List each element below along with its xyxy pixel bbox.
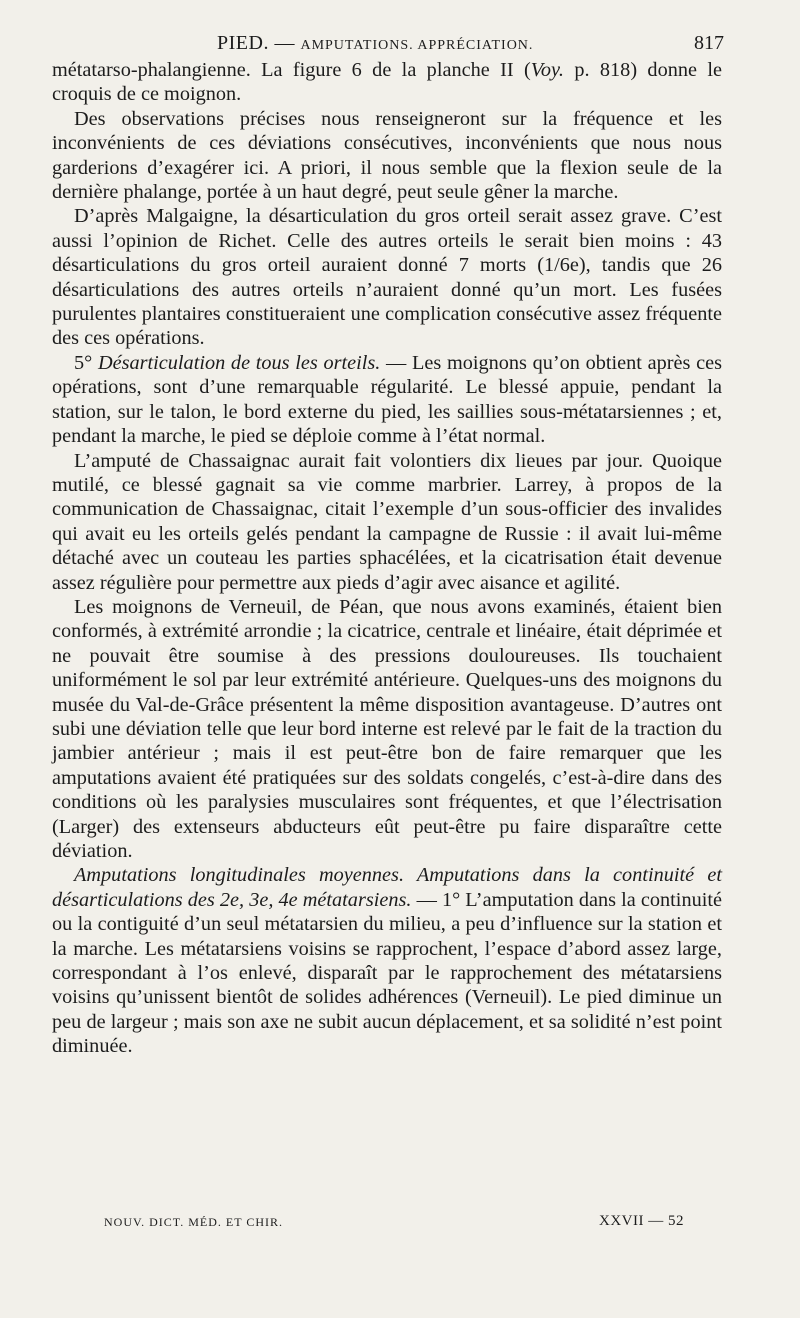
- page-footer: [104, 1213, 684, 1233]
- paragraph-1: métatarso-phalangienne. La figure 6 de la planche II (Voy. p. 818) donne le croquis de ce moignon.: [52, 59, 722, 106]
- running-header: [52, 28, 722, 58]
- page-number: 817: [694, 32, 724, 54]
- article-body: [52, 58, 722, 1059]
- footer-publication: NOUV. DICT. MÉD. ET CHIR.: [104, 1215, 284, 1229]
- footer-signature: XXVII — 52: [599, 1213, 684, 1229]
- paragraph-5: L’amputé de Chassaignac aurait fait volontiers dix lieues par jour. Quoique mutilé, ce blessé gagnait sa vie comme marbrier. Larrey, à propos de la communication de Chassaignac, citait l’exemple d’un sous-officier des invalides qui avait eu les orteils gelés pendant la campagne de Russie : il avait lui-même détaché avec un couteau les parties sphacélées, et la cicatrisation était devenue assez régulière pour permettre aux pieds d’agir avec aisance et agilité.: [52, 449, 722, 594]
- running-title: PIED. — AMPUTATIONS. APPRÉCIATION.: [217, 32, 534, 54]
- paragraph-3: D’après Malgaigne, la désarticulation du gros orteil serait assez grave. C’est aussi l’opinion de Richet. Celle des autres orteils le serait bien moins : 43 désarticulations du gros orteil auraient donné 7 morts (1/6e), tandis que 26 désarticulations des autres orteils n’auraient donné qu’un mort. Les fusées purulentes plantaires constitueraient une complication consécutive assez fréquente des ces opérations.: [52, 205, 722, 350]
- paragraph-7: Amputations longitudinales moyennes. Amputations dans la continuité et désarticulations des 2e, 3e, 4e métatarsiens. — 1° L’amputation dans la continuité ou la contiguité d’un seul métatarsien du milieu, a peu d’influence sur la station et la marche. Les métatarsiens voisins se rapprochent, l’espace d’abord assez large, correspondant à l’os enlevé, disparaît par le rapprochement des métatarsiens voisins qu’unissent bientôt de solides adhérences (Verneuil). Le pied diminue un peu de largeur ; mais son axe ne subit aucun déplacement, et sa solidité n’est point diminuée.: [52, 864, 722, 1058]
- paragraph-6: Les moignons de Verneuil, de Péan, que nous avons examinés, étaient bien conformés, à extrémité arrondie ; la cicatrice, centrale et linéaire, était déprimée et ne pouvait être soumise à des pressions douloureuses. Ils touchaient uniformément le sol par leur extrémité antérieure. Quelques-uns des moignons du musée du Val-de-Grâce présentent la même disposition avantageuse. D’autres ont subi une déviation telle que leur bord interne est relevé par le fait de la traction du jambier antérieur ; mais il est peut-être bon de faire remarquer que les amputations avaient été pratiquées sur des soldats congelés, c’est-à-dire dans des conditions où les paralysies musculaires sont fréquentes, et que l’électrisation (Larger) des extenseurs abducteurs eût peut-être pu faire disparaître cette déviation.: [52, 595, 722, 862]
- paragraph-2: Des observations précises nous renseigneront sur la fréquence et les inconvénients de ces déviations consécutives, inconvénients que nous nous garderions d’exagérer ici. A priori, il nous semble que la flexion seule de la dernière phalange, portée à un haut degré, peut seule gêner la marche.: [52, 107, 722, 204]
- paragraph-4: 5° Désarticulation de tous les orteils. — Les moignons qu’on obtient après ces opérations, sont d’une remarquable régularité. Le blessé appuie, pendant la station, sur le talon, le bord externe du pied, les saillies sous-métatarsiennes ; et, pendant la marche, le pied se déploie comme à l’état normal.: [52, 351, 722, 448]
